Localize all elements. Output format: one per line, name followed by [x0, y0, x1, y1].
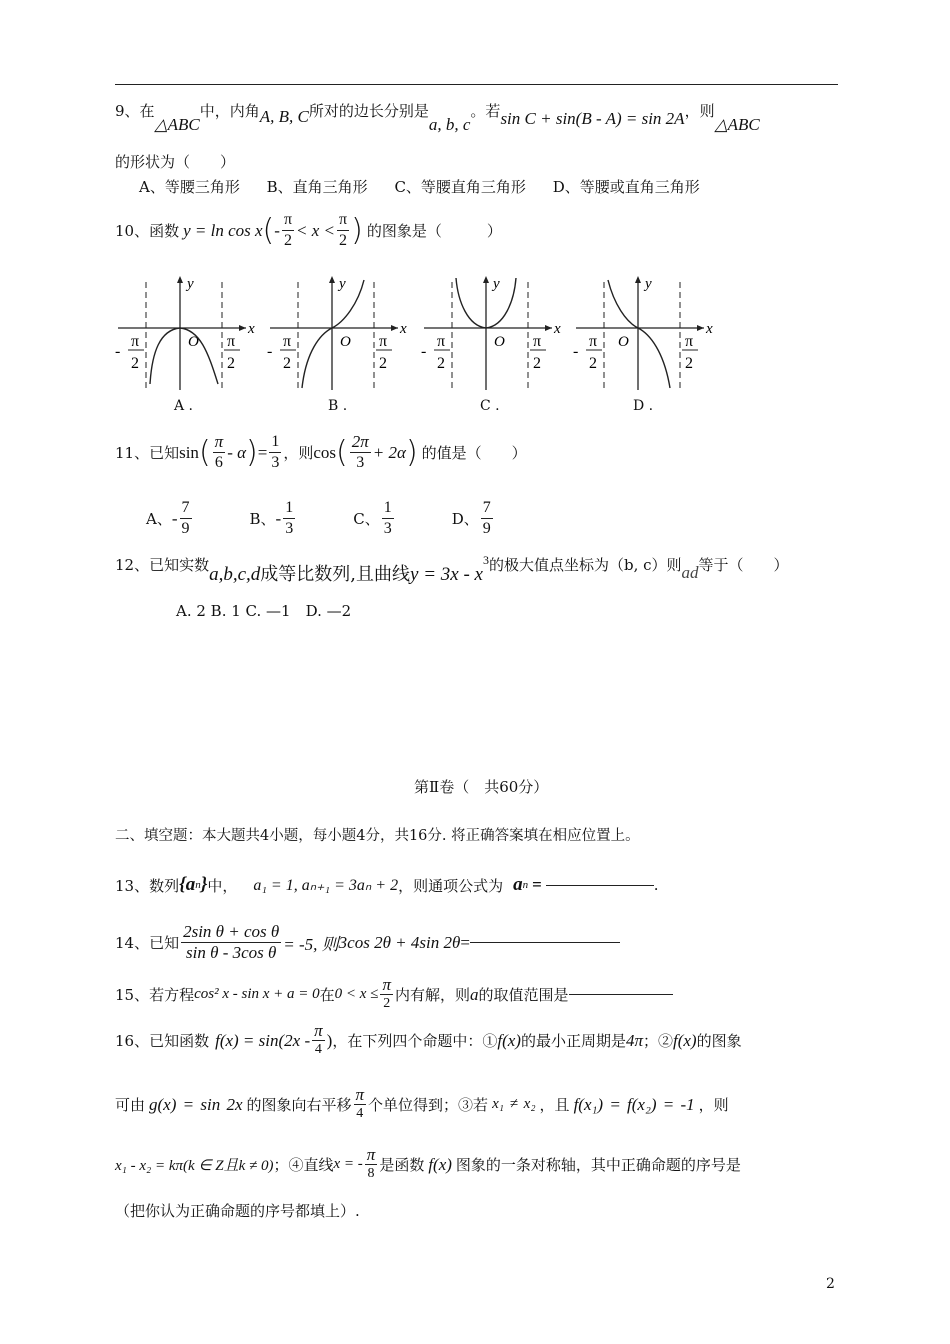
two-label: 2 — [227, 355, 235, 372]
x-axis-arrow — [545, 325, 552, 331]
question-11: 11、已知 sin ( $\frac{\pi}{6}$ - α ) = $\frac{1}{3}$ ，则 cos ( $\frac{2\pi}{3}$ + 2α ) 的值是（ ） — [115, 432, 527, 471]
y-axis-label: y — [187, 276, 194, 292]
question-14: 14、已知 $\frac{\text{2sin θ + cos θ}}{\text{sin θ - 3cos θ}}$ = -5, 则 3cos 2θ + 4sin 2θ = — [115, 922, 620, 963]
two-label: 2 — [437, 355, 445, 372]
minus-sign: - — [267, 343, 273, 360]
question-13: 13、数列 {a n } 中， a₁ = 1, aₙ₊₁ = 3aₙ + 2 ，则通项公式为 a n = . — [115, 874, 659, 895]
question-11-options: A、 - $\frac{7}{9}$ B、 - $\frac{1}{3}$ C、 $\frac{1}{3}$ D、 $\frac{7}{9}$ — [146, 499, 491, 537]
fill-in-intro: 二、填空题：本大题共4小题，每小题4分，共16分. 将正确答案填在相应位置上。 — [115, 828, 640, 844]
question-16-line1: 16、已知函数 f(x) = sin(2x - $\frac{\pi}{4}$ ) ，在下列四个命题中：① f(x) 的最小正周期是 4π ；② f(x) 的图象 — [115, 1021, 742, 1057]
pi-label: π — [437, 333, 446, 350]
pi-label: π — [589, 333, 598, 350]
question-12-options: A. 2 B. 1 C. —1 D. —2 — [176, 602, 352, 620]
graph-c-label: C . — [480, 398, 500, 414]
y-axis-arrow — [635, 276, 641, 283]
two-label: 2 — [533, 355, 541, 372]
graph-c — [421, 276, 561, 390]
y-axis-arrow — [483, 276, 489, 283]
y-axis-arrow — [177, 276, 183, 283]
curve-a — [150, 328, 218, 384]
q10-graphs — [110, 272, 730, 394]
option-c: C、等腰直角三角形 — [394, 178, 526, 196]
origin-label: O — [340, 334, 351, 350]
x-axis-label: x — [248, 321, 255, 337]
minus-sign: - — [115, 343, 121, 360]
option-d: D、等腰或直角三角形 — [552, 178, 700, 196]
answer-blank-15[interactable] — [569, 994, 673, 995]
x-axis-arrow — [697, 325, 704, 331]
x-axis-arrow — [391, 325, 398, 331]
pi-label: π — [685, 333, 694, 350]
minus-sign: - — [421, 343, 427, 360]
question-12: 12、已知实数a,b,c,d成等比数列,且曲线$y = 3x - x^3$的极大值点坐标为（b, c）则ad等于（ ） — [115, 553, 789, 585]
option-a: A、等腰三角形 — [139, 178, 240, 196]
origin-label: O — [618, 334, 629, 350]
question-16-line2: 可由 g(x) = sin 2x 的图象向右平移 $\frac{\pi}{4}$ 个单位得到；③若 x₁ ≠ x₂ ，且 f(x₁) = f(x₂) = -1 ，则 — [115, 1085, 729, 1121]
question-16-line4: （把你认为正确命题的序号都填上）. — [115, 1202, 360, 1220]
pi-label: π — [379, 333, 388, 350]
pi-label: π — [227, 333, 236, 350]
two-label: 2 — [685, 355, 693, 372]
x-axis-label: x — [554, 321, 561, 337]
two-label: 2 — [379, 355, 387, 372]
two-label: 2 — [283, 355, 291, 372]
question-9: 9、在△ABC中，内角A, B, C所对的边长分别是a, b, c。若sin C + sin(B - A) = sin 2A，则△ABC — [115, 102, 760, 134]
pi-label: π — [283, 333, 292, 350]
y-axis-arrow — [329, 276, 335, 283]
question-16-line3: x₁ - x₂ = kπ(k ∈ Z且k ≠ 0) ；④直线 x = - $\frac{\pi}{8}$ 是函数 f(x) 图象的一条对称轴，其中正确命题的序号是 — [115, 1145, 741, 1181]
answer-blank-14[interactable] — [470, 942, 620, 943]
two-label: 2 — [131, 355, 139, 372]
graph-d — [573, 276, 713, 390]
graph-b-label: B . — [328, 398, 348, 414]
question-10: 10、函数 y = ln cos x ( - $\frac{\pi}{2}$ < x < $\frac{\pi}{2}$ ) 的图象是（ ） — [115, 211, 502, 249]
y-axis-label: y — [339, 276, 346, 292]
pi-label: π — [533, 333, 542, 350]
question-15: 15、若方程 cos² x - sin x + a = 0 在 0 < x ≤ $\frac{\pi}{2}$ 内有解，则 a 的取值范围是 — [115, 976, 673, 1013]
y-axis-label: y — [493, 276, 500, 292]
x-axis-arrow — [239, 325, 246, 331]
origin-label: O — [494, 334, 505, 350]
answer-blank-13[interactable] — [546, 885, 654, 886]
page-number: 2 — [826, 1276, 835, 1292]
section-title: 第Ⅱ卷（ 共60分） — [414, 778, 549, 796]
graph-b — [267, 276, 407, 390]
two-label: 2 — [589, 355, 597, 372]
pi-label: π — [131, 333, 140, 350]
origin-label: O — [188, 334, 199, 350]
option-b: B、直角三角形 — [266, 178, 368, 196]
minus-sign: - — [573, 343, 579, 360]
y-axis-label: y — [645, 276, 652, 292]
x-axis-label: x — [706, 321, 713, 337]
header-rule — [115, 84, 838, 85]
graph-a — [115, 276, 255, 390]
x-axis-label: x — [400, 321, 407, 337]
question-9-line2: 的形状为（ ） — [115, 153, 236, 171]
graph-d-label: D . — [633, 398, 654, 414]
question-9-options — [139, 176, 700, 197]
graph-a-label: A . — [174, 398, 194, 414]
curve-b — [302, 280, 364, 388]
